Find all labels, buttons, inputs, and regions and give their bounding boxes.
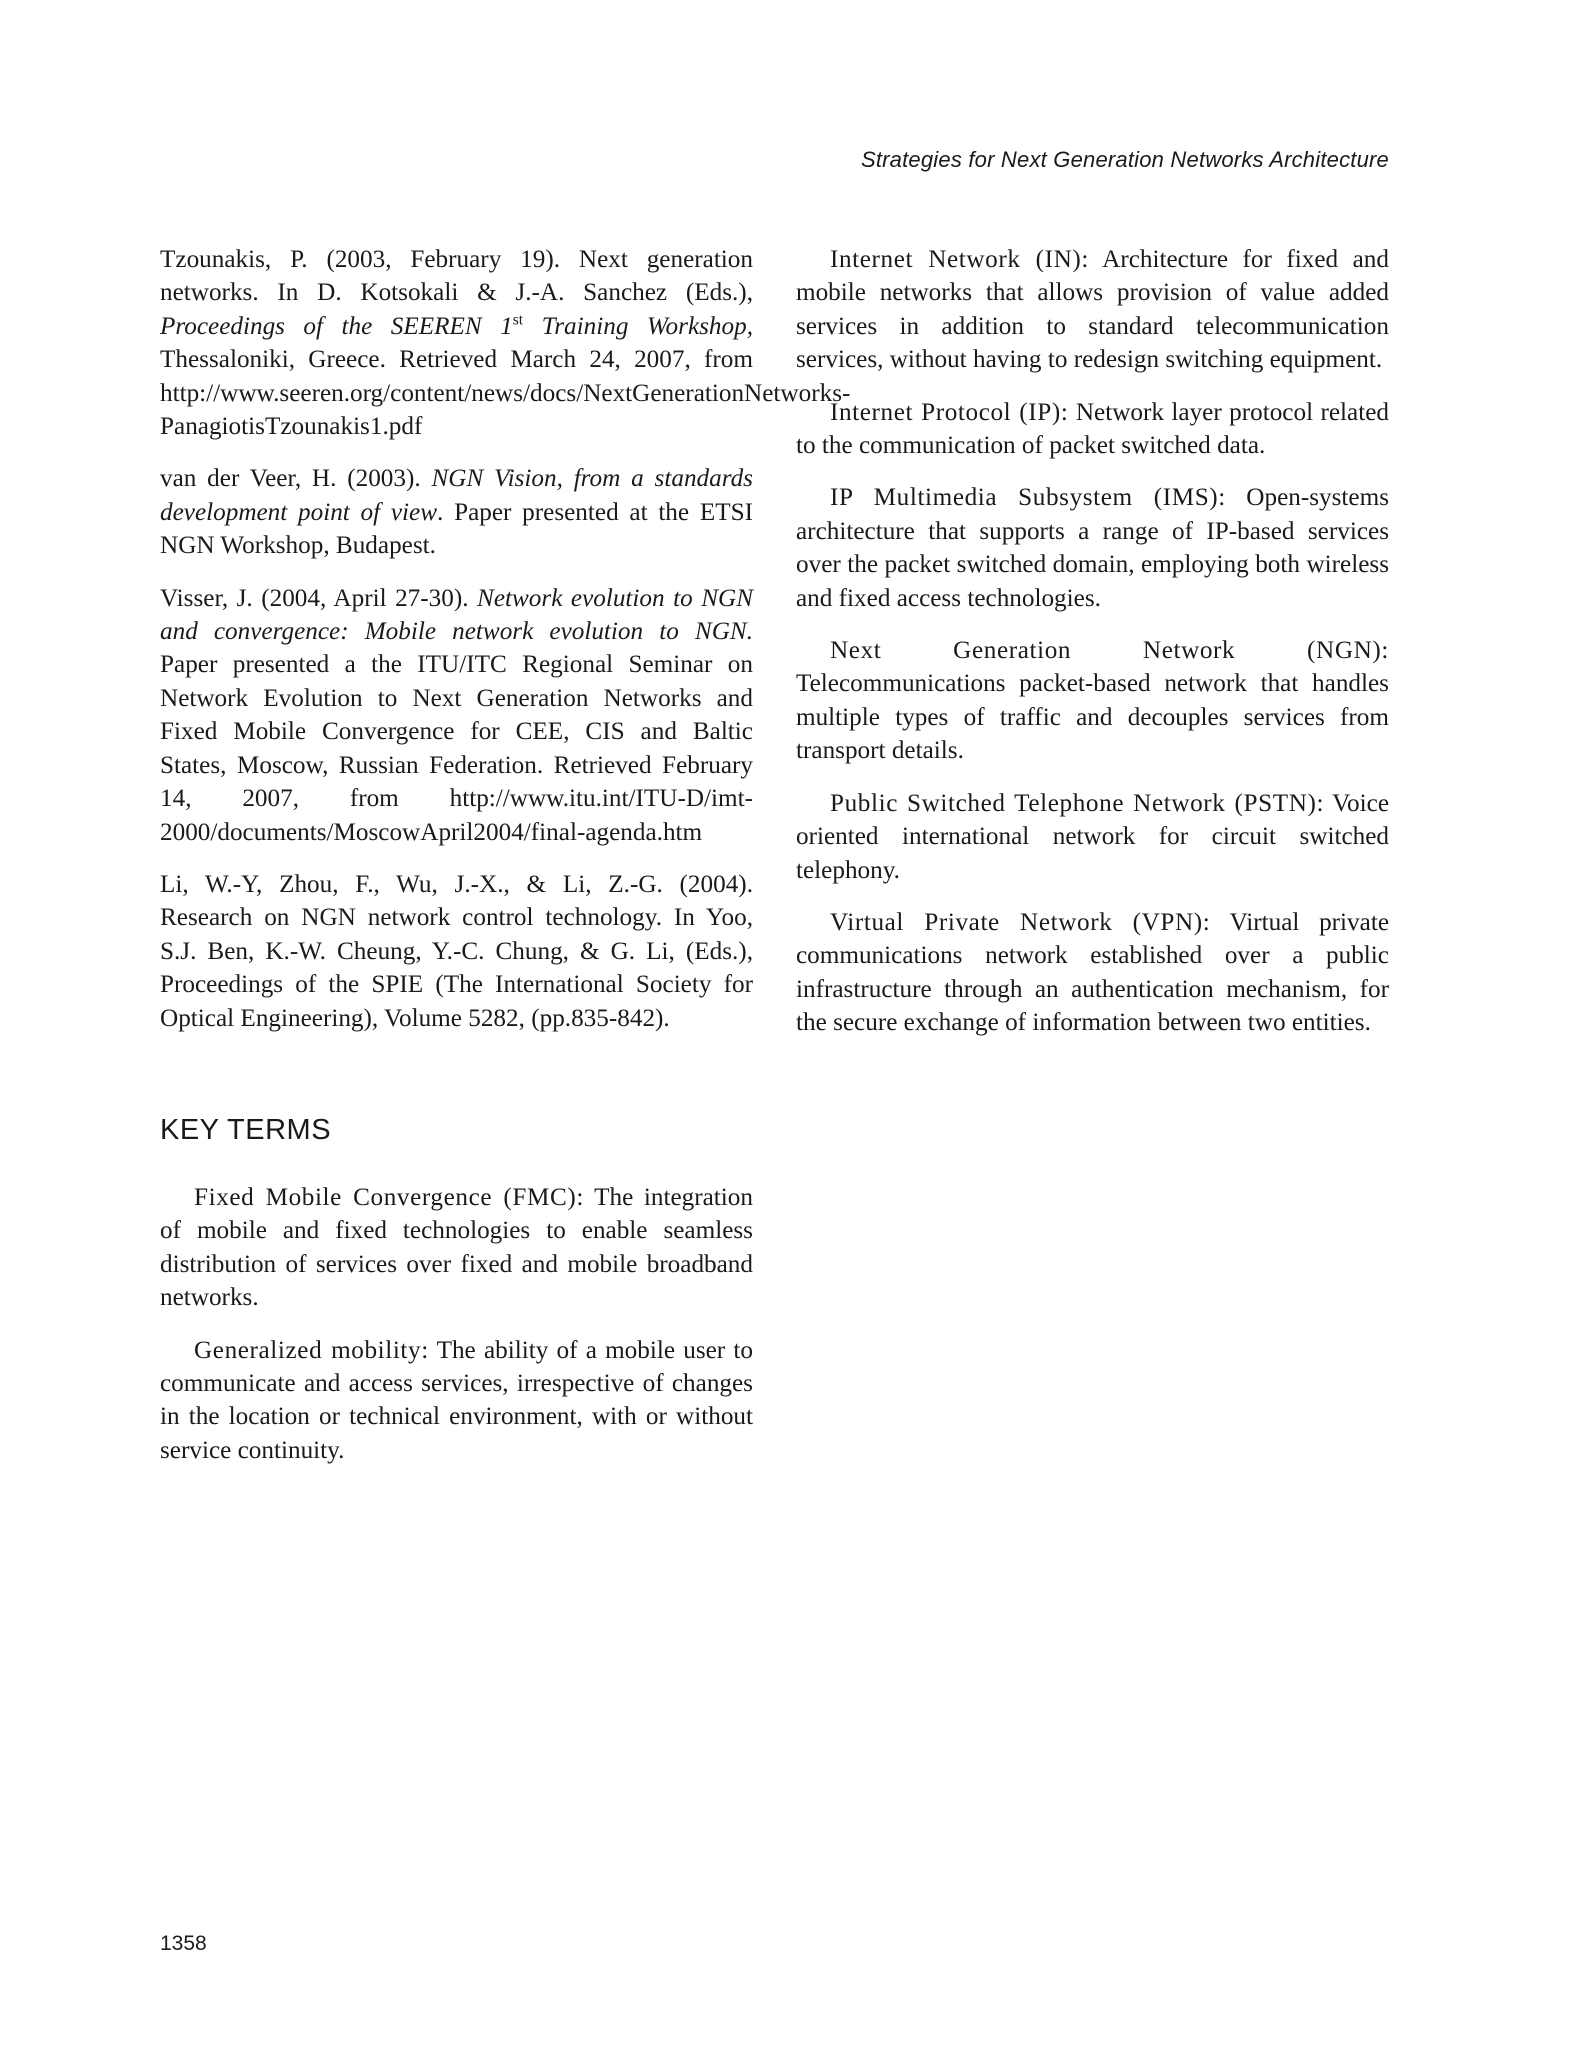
term-pstn (796, 787, 1389, 887)
reference-tzounakis (160, 243, 851, 443)
term-name: Internet Network (IN): (830, 246, 1090, 273)
term-definition: Telecommunications packet-based network that handles multiple types of traffic and decouples services from transport details. (796, 670, 1389, 765)
term-name: Internet Protocol (IP): (830, 398, 1069, 426)
reference-superscript: st (512, 311, 524, 329)
reference-text-cont: . Paper presented at the ETSI NGN Workshop, Budapest. (160, 498, 753, 560)
reference-text-cont: Paper presented a the ITU/ITC Regional Seminar on Network Evolution to Next Generation Networks and Fixed Mobile Convergence for CEE, CIS and Baltic States, Moscow, Russian Federation. Retrieved February 14, 2007, from http://www.itu.int/ITU-D/imt-2000/documents/MoscowApril2004/final-agenda.htm (160, 651, 753, 846)
term-name: Fixed Mobile Convergence (FMC): (194, 1183, 584, 1211)
term-name: IP Multimedia Subsystem (IMS): (830, 484, 1226, 512)
reference-visser (160, 582, 753, 849)
term-definition: Network layer protocol related to the communication of packet switched data. (796, 398, 1389, 460)
reference-li: Li, W.-Y, Zhou, F., Wu, J.-X., & Li, Z.-G. (2004). Research on NGN network control technology. In Yoo, S.J. Ben, K.-W. Cheung, Y.-C. Chung, & G. Li, (Eds.), Proceedings of the SPIE (The International Society for Optical Engineering), Volume 5282, (pp.835-842). (160, 870, 753, 1032)
term-ims (796, 481, 1389, 615)
reference-text: Visser, J. (2004, April 27-30). (160, 584, 478, 612)
term-definition: The integration of mobile and fixed technologies to enable seamless distribution of services over fixed and mobile broadband networks. (160, 1183, 753, 1312)
term-definition: Open-systems architecture that supports a range of IP-based services over the packet switched domain, employing both wireless and fixed access technologies. (796, 484, 1389, 612)
term-definition: The ability of a mobile user to communicate and access services, irrespective of changes in the location or technical environment, with or without service continuity. (160, 1336, 753, 1464)
term-definition: Architecture for fixed and mobile networks that allows provision of value added services in addition to standard telecommunication services, without having to redesign switching equipment. (796, 246, 1389, 374)
term-name: Public Switched Telephone Network (PSTN): (830, 789, 1325, 817)
term-vpn (796, 906, 1389, 1040)
right-column (796, 243, 1389, 1059)
term-definition: Voice oriented international network for circuit switched telephony. (796, 789, 1389, 884)
term-generalized-mobility (160, 1334, 753, 1468)
reference-text: van der Veer, H. (2003). (160, 465, 432, 493)
term-ngn (796, 634, 1389, 768)
reference-title: Proceedings of the SEEREN 1 (160, 312, 513, 340)
term-definition: Virtual private communications network established over a public infrastructure through an authentication mechanism, for the secure exchange of information between two entities. (796, 908, 1389, 1037)
term-name: Next Generation Network (NGN): (830, 637, 1389, 665)
reference-van-der-veer (160, 462, 753, 562)
reference-title: NGN Vision, from a standards development point of view (160, 465, 753, 526)
reference-title-cont: Training Workshop, (523, 312, 754, 340)
reference-text: Tzounakis, P. (2003, February 19). Next generation networks. In D. Kotsokali & J.-A. Sanchez (Eds.), (160, 246, 753, 307)
page-number: 1358 (160, 1932, 207, 1955)
term-in (796, 243, 1389, 377)
left-column (160, 243, 851, 1486)
running-header: Strategies for Next Generation Networks Architecture (860, 147, 1389, 172)
term-ip (796, 396, 1389, 463)
term-fmc (160, 1181, 753, 1315)
term-name: Generalized mobility: (194, 1336, 429, 1364)
key-terms-heading: KEY TERMS (160, 1113, 332, 1146)
reference-title: Network evolution to NGN and convergence: Mobile network evolution to NGN. (160, 584, 753, 646)
reference-text-cont: Thessaloniki, Greece. Retrieved March 24, 2007, from http://www.seeren.org/content/news/docs/NextGenerationNetworks-PanagiotisTzounakis1.pdf (160, 346, 851, 441)
term-name: Virtual Private Network (VPN): (830, 908, 1211, 936)
